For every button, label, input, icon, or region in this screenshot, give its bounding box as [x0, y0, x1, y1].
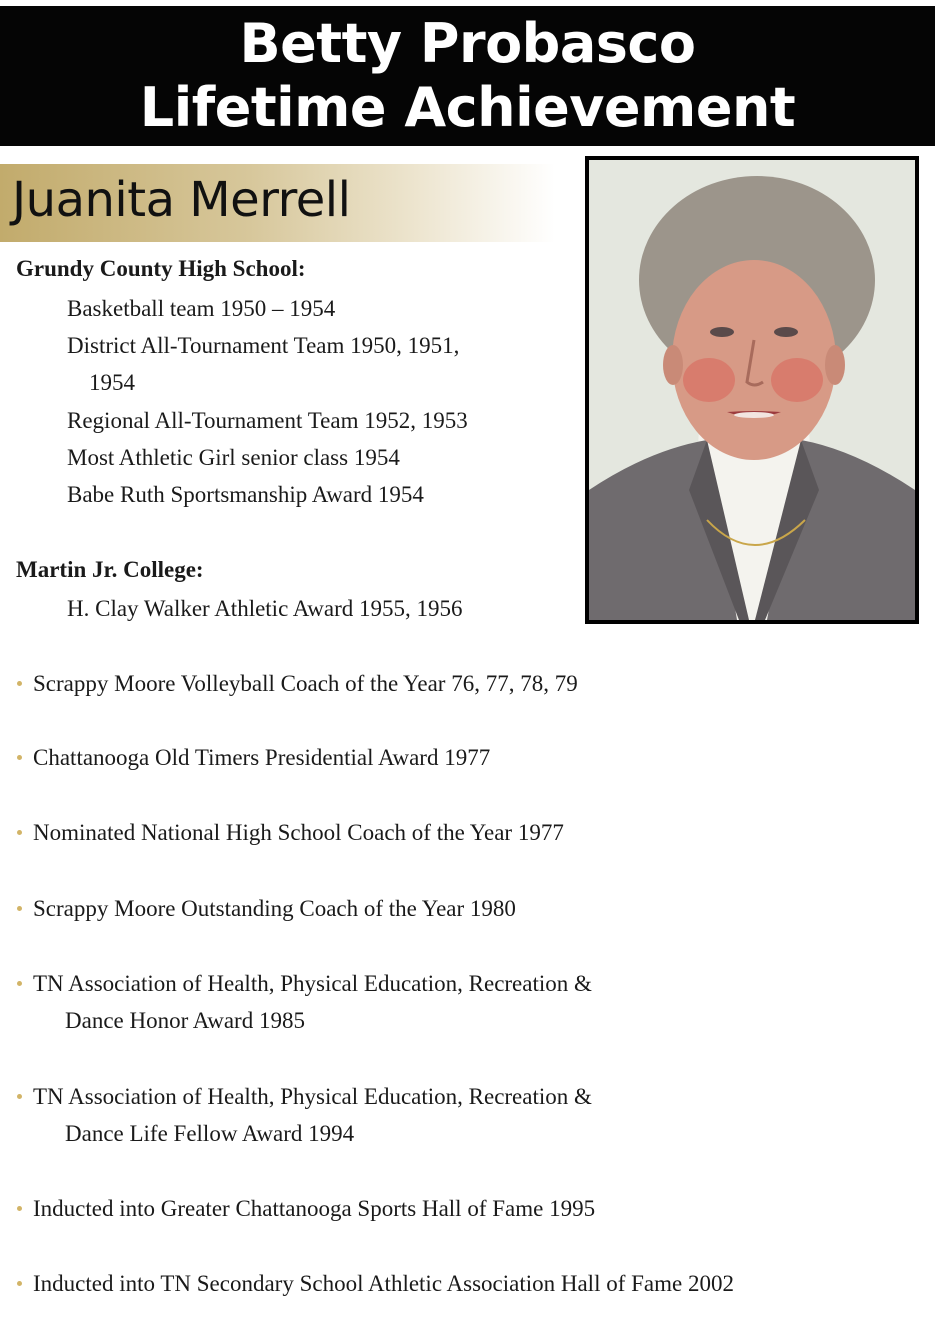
title-banner: [0, 6, 935, 146]
bullet-icon: [17, 830, 22, 835]
list-item: H. Clay Walker Athletic Award 1955, 1956: [67, 596, 463, 621]
bullet-icon: [17, 681, 22, 686]
bullet-icon: [17, 1281, 22, 1286]
award-text: TN Association of Health, Physical Education, Recreation &: [33, 1084, 592, 1109]
bullet-icon: [17, 755, 22, 760]
award-text: Scrappy Moore Volleyball Coach of the Year 76, 77, 78, 79: [33, 671, 578, 696]
award-item: [17, 739, 490, 776]
bullet-icon: [17, 1206, 22, 1211]
list-item: Regional All-Tournament Team 1952, 1953: [67, 408, 468, 433]
award-item: [17, 665, 578, 702]
award-item: [17, 890, 516, 927]
banner-title-line-1: Betty Probasco: [239, 12, 696, 75]
award-item: [17, 814, 564, 851]
list-item-continuation: 1954: [89, 370, 135, 395]
award-item: [17, 965, 592, 1002]
portrait-photo: [585, 156, 919, 624]
list-item: Babe Ruth Sportsmanship Award 1954: [67, 482, 424, 507]
list-item: Basketball team 1950 – 1954: [67, 296, 336, 321]
list-item: Most Athletic Girl senior class 1954: [67, 445, 400, 470]
award-text: TN Association of Health, Physical Education, Recreation &: [33, 971, 592, 996]
banner-title-line-2: Lifetime Achievement: [139, 76, 796, 139]
award-item: [17, 1078, 592, 1115]
award-text: Inducted into TN Secondary School Athletic Association Hall of Fame 2002: [33, 1271, 734, 1296]
award-text: Inducted into Greater Chattanooga Sports Hall of Fame 1995: [33, 1196, 596, 1221]
honoree-name: Juanita Merrell: [12, 172, 351, 228]
award-item: [17, 1265, 734, 1302]
award-text: Nominated National High School Coach of the Year 1977: [33, 820, 564, 845]
section-heading-high-school: Grundy County High School:: [16, 256, 306, 281]
honoree-name-bar: [0, 164, 555, 242]
award-text-continuation: Dance Honor Award 1985: [65, 1008, 305, 1033]
award-text: Chattanooga Old Timers Presidential Award 1977: [33, 745, 491, 770]
bullet-icon: [17, 981, 22, 986]
bullet-icon: [17, 906, 22, 911]
section-heading-college: Martin Jr. College:: [16, 557, 204, 582]
bullet-icon: [17, 1094, 22, 1099]
award-text: Scrappy Moore Outstanding Coach of the Year 1980: [33, 896, 516, 921]
award-text-continuation: Dance Life Fellow Award 1994: [65, 1121, 355, 1146]
list-item: District All-Tournament Team 1950, 1951,: [67, 333, 460, 358]
award-item: [17, 1190, 595, 1227]
portrait-illustration: [589, 160, 915, 620]
